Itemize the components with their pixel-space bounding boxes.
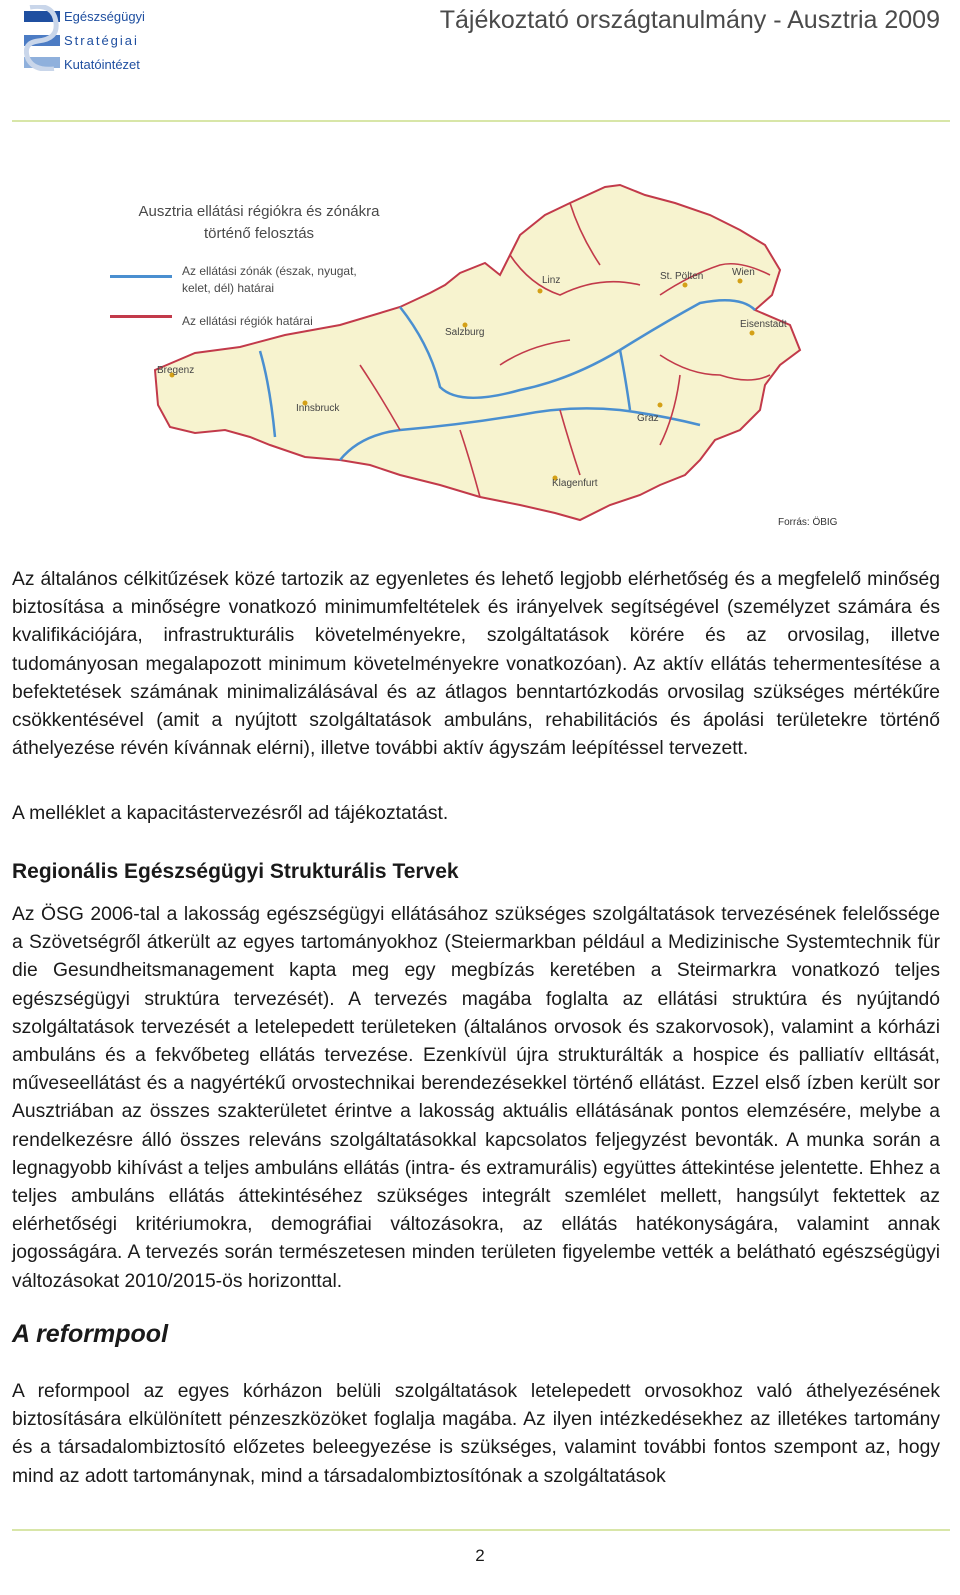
paragraph-2 [12, 800, 940, 828]
institute-logo [24, 5, 164, 71]
city-label-stpoelten: St. Pölten [660, 271, 704, 282]
city-label-graz: Graz [637, 413, 659, 424]
page-header [0, 0, 960, 122]
legend-swatch-region [110, 315, 172, 318]
paragraph-4 [12, 1378, 940, 1491]
header-divider [12, 120, 950, 122]
city-label-wien: Wien [732, 267, 755, 278]
city-dot-eisenstadt [750, 331, 755, 336]
footer-divider [12, 1529, 950, 1531]
paragraph-2-text: A melléklet a kapacitástervezésről ad tájékoztatást. [12, 803, 449, 824]
city-dot-linz [538, 289, 543, 294]
logo-mark-icon [24, 5, 68, 71]
city-dot-graz [658, 403, 663, 408]
page-number: 2 [475, 1546, 485, 1565]
logo-line-1: Egészségügyi [64, 9, 145, 24]
city-dot-stpoelten [683, 283, 688, 288]
logo-line-2: Stratégiai [64, 33, 139, 48]
section-heading-reformpool: A reformpool [12, 1320, 169, 1348]
paragraph-3 [12, 901, 940, 1296]
legend-label-zone: Az ellátási zónák (észak, nyugat, kelet, dél) határai [182, 264, 357, 295]
logo-line-3: Kutatóintézet [64, 57, 140, 72]
city-label-eisenstadt: Eisenstadt [740, 319, 787, 330]
legend-swatch-zone [110, 275, 172, 278]
section-heading-regional-plans: Regionális Egészségügyi Strukturális Tervek [12, 860, 459, 883]
paragraph-1 [12, 566, 940, 763]
logo-text [64, 5, 145, 77]
paragraph-1-text: Az általános célkitűzések közé tartozik az egyenletes és lehető legjobb elérhetőség és a megfelelő minőség biztosítása a minőségre vonatkozó minimumfeltételek és irányelvek segítségével (személyzet számára és kvalifikációjára, infrastrukturális követelményekre, szolgáltatások körére és az orvosilag, illetve tudományosan megalapozott minimum követelményekre vonatkozóan). Az aktív ellátás tehermentesítése a befektetések számának minimalizálásával és az átlagos benntartózkodás orvosilag szükséges mértékűre csökkentésével (amit a nyújtott szolgáltatások ambuláns, rehabilitációs és ápolási területekre történő áthelyezése révén kívánnak elérni), illetve további aktív ágyszám leépítéssel tervezett. [12, 569, 940, 760]
city-label-salzburg: Salzburg [445, 327, 485, 338]
city-label-innsbruck: Innsbruck [296, 403, 340, 414]
paragraph-4-text: A reformpool az egyes kórházon belüli szolgáltatások letelepedett orvosokhoz való áthelyezésének biztosítására elkülönített pénzeszközöket foglalja magába. Az ilyen intézkedésekhez az illetékes tartomány és a társadalombiztosító előzetes beleegyezése is szükséges, valamint további fontos szempont az, hogy mind az adott tartománynak, mind a társadalombiztosítónak a szolgáltatások [12, 1381, 940, 1487]
legend-label-region: Az ellátási régiók határai [182, 314, 313, 328]
paragraph-3-text: Az ÖSG 2006-tal a lakosság egészségügyi ellátásához szükséges szolgáltatások tervezésének felelőssége a Szövetségről átkerült az egyes tartományokhoz (Steiermarkban például a Medizinische Systemtechnik für die Gesundheitsmanagement kapta meg egy megbízás keretében a Steirmarkra vonatkozó teljes egészségügyi struktúra tervezését). A tervezés magába foglalta az ellátási struktúra és nyújtandó szolgáltatások tervezését a letelepedett területeken (általános orvosok és szakorvosok), valamint a kórházi ambuláns és a fekvőbeteg ellátás tervezése. Ezenkívül újra strukturálták a hospice és palliatív elltását, műveseellátást és a nagyértékű orvostechnikai berendezésekkel történő ellátást. Ezzel első ízben került sor Ausztriában az összes szakterületet érintve a lakosság aktuális ellátásának pontos elemzésére, melybe a rendelkezésre álló összes releváns szolgáltatásokkal kapcsolatos feljegyzést bevonták. A munka során a legnagyobb kihívást a teljes ambuláns ellátás (intra- és extramurális) együttes áttekintése jelentette. Ehhez a teljes ambuláns ellátás áttekintéséhez szükséges integrált szemlélet mellett, hangsúlyt fektettek az elérhetőségi kritériumokra, demográfiai változásokra, az ellátás hatékonyságára, valamint annak jogosságára. A tervezés során természetesen minden területen figyelembe vették a belátható egészségügyi változásokat 2010/2015-ös horizonttal. [12, 904, 940, 1292]
austria-region-map-figure [100, 175, 850, 540]
city-dot-wien [738, 279, 743, 284]
city-label-bregenz: Bregenz [157, 365, 195, 376]
figure-source: Forrás: ÖBIG [778, 517, 838, 528]
map-title: Ausztria ellátási régiókra és zónákra történő felosztás [138, 203, 380, 242]
city-label-linz: Linz [542, 275, 561, 286]
city-label-klagenfurt: Klagenfurt [552, 478, 598, 489]
document-title: Tájékoztató országtanulmány - Ausztria 2009 [439, 6, 940, 34]
